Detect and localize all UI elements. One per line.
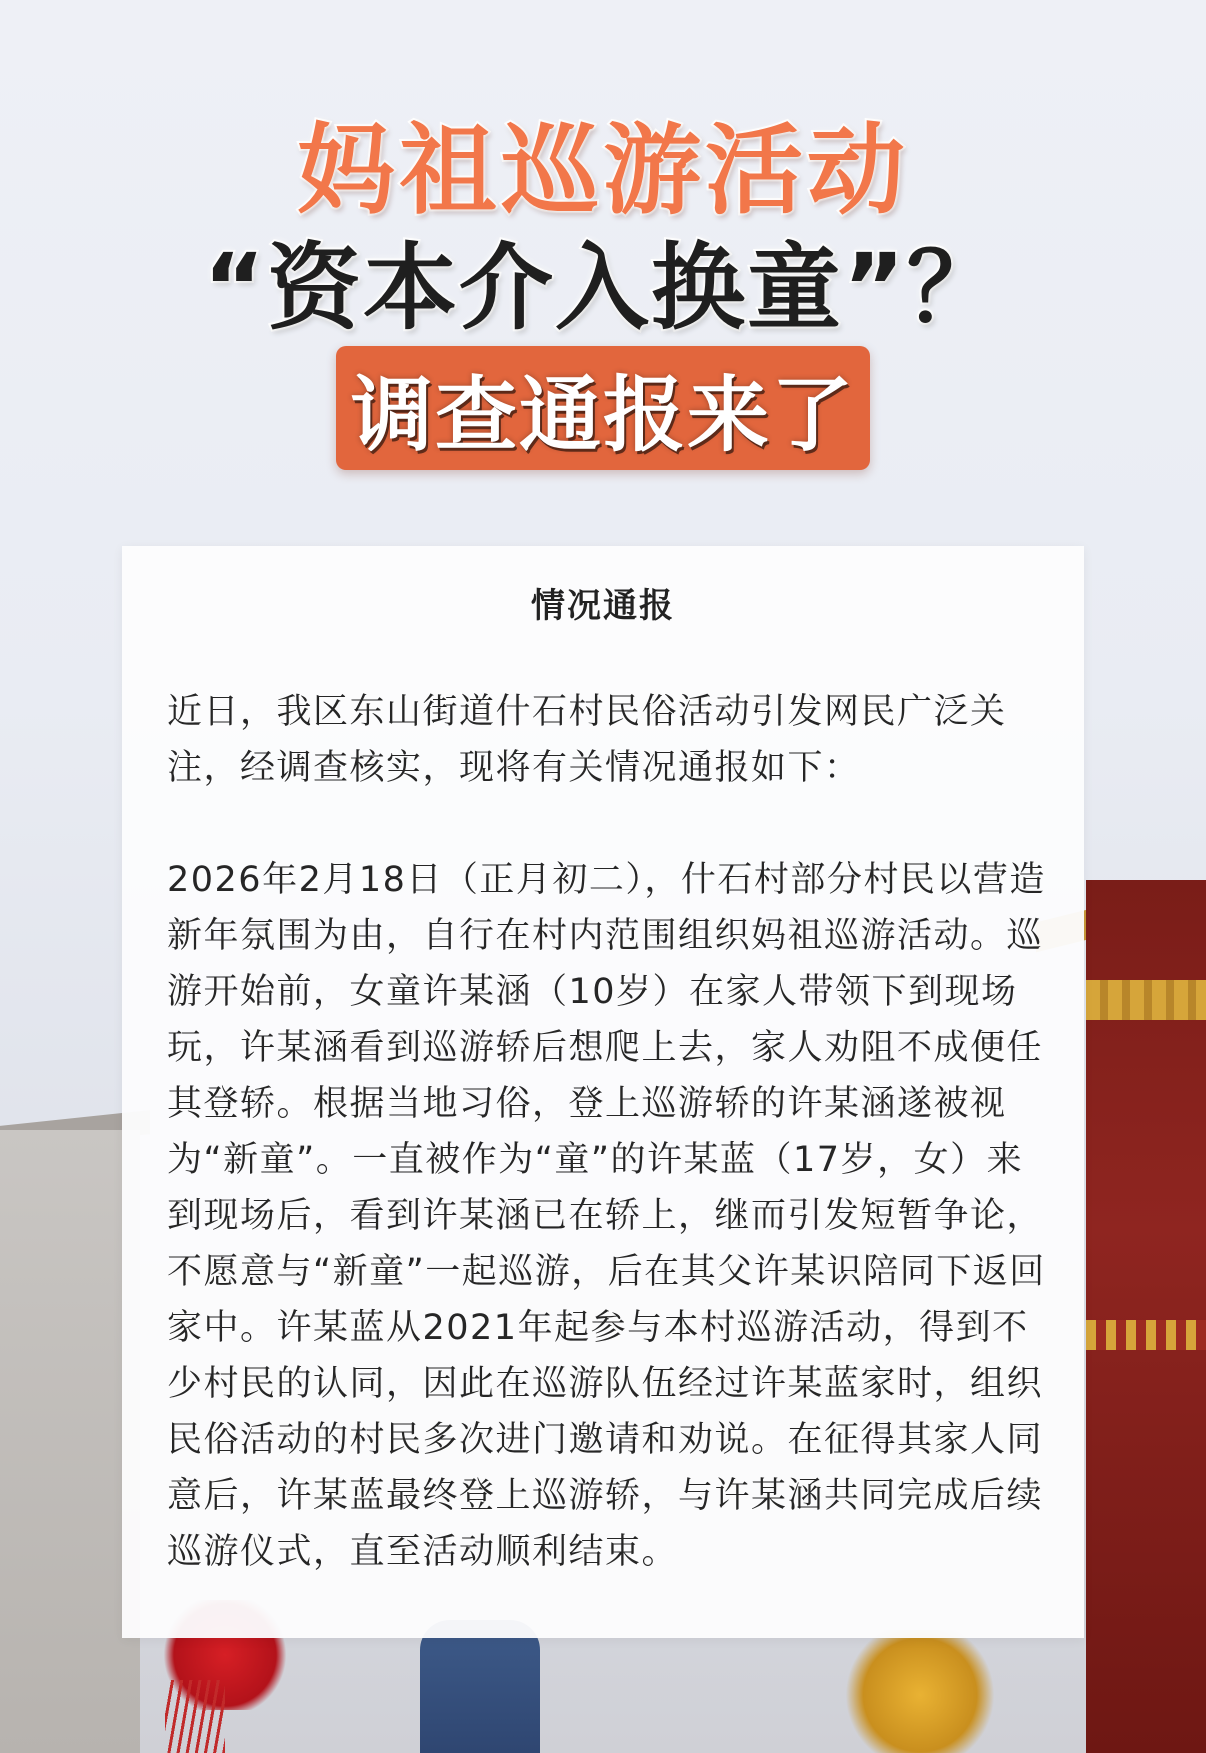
notice-paragraph-intro: 近日，我区东山街道什石村民俗活动引发网民广泛关注，经调查核实，现将有关情况通报如下： <box>167 692 1007 788</box>
headline-badge-label: 调查通报来了 <box>350 367 855 463</box>
background-person <box>420 1620 540 1753</box>
headline-badge <box>336 346 870 470</box>
notice-paragraph-details: 2026年2月18日（正月初二），什石村部分村民以营造新年氛围为由，自行在村内范围组织妈祖巡游活动。巡游开始前，女童许某涵（10岁）在家人带领下到现场玩，许某涵看到巡游轿后想爬上去，家人劝阻不成便任其登轿。根据当地习俗，登上巡游轿的许某涵遂被视为“新童”。一直被作为“童”的许某蓝（17岁，女）来到现场后，看到许某涵已在轿上，继而引发短暂争论，不愿意与“新童”一起巡游，后在其父许某识陪同下返回家中。许某蓝从2021年起参与本村巡游活动，得到不少村民的认同，因此在巡游队伍经过许某蓝家时，组织民俗活动的村民多次进门邀请和劝说。在征得其家人同意后，许某蓝最终登上巡游轿，与许某涵共同完成后续巡游仪式，直至活动顺利结束。 <box>167 860 1046 1572</box>
background-gold-decoration <box>840 1630 1000 1753</box>
background-palanquin-ornament <box>1086 980 1206 1020</box>
background-incense <box>165 1680 225 1753</box>
headline-line-1: 妈祖巡游活动 <box>296 114 909 228</box>
background-wall <box>0 1130 140 1753</box>
headline-line-2: “资本介入换童”？ <box>203 234 1003 343</box>
notice-card <box>122 546 1084 1638</box>
notice-title: 情况通报 <box>531 586 675 626</box>
background-palanquin-ornament-lower <box>1086 1320 1206 1350</box>
